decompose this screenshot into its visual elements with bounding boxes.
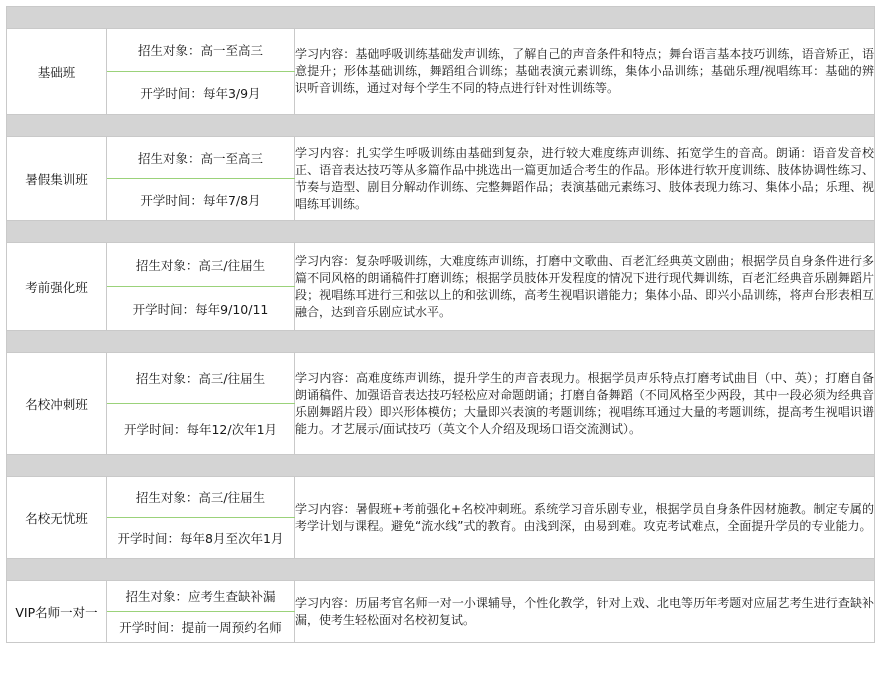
start-label: 开学时间： [117, 531, 181, 546]
start-label: 开学时间： [119, 620, 182, 635]
enroll-label: 招生对象： [137, 43, 201, 58]
course-name: VIP名师一对一 [7, 581, 107, 643]
course-row-enroll [7, 243, 875, 287]
section-separator [7, 115, 875, 137]
start-time [107, 404, 295, 455]
course-row-enroll [7, 581, 875, 612]
enroll-target [107, 29, 295, 72]
enroll-target [107, 581, 295, 612]
enroll-label: 招生对象： [135, 257, 199, 273]
enroll-target [107, 137, 295, 179]
start-value: 每年12/次年1月 [186, 422, 278, 437]
enroll-value: 应考生查缺补漏 [188, 589, 276, 604]
enroll-value: 高三/往届生 [198, 371, 266, 386]
course-table-container [6, 6, 874, 643]
course-content: 学习内容：暑假班+考前强化+名校冲刺班。系统学习音乐剧专业，根据学员自身条件因材施教。制定专属的考学计划与课程。避免“流水线”式的教育。由浅到深，由易到难。攻克考试难点，全面提升学员的专业能力。 [295, 477, 875, 559]
enroll-label: 招生对象： [135, 371, 199, 386]
course-name: 名校冲刺班 [7, 353, 107, 455]
course-row-enroll [7, 29, 875, 72]
enroll-label: 招生对象： [125, 589, 188, 604]
start-value: 每年3/9月 [202, 86, 261, 101]
enroll-value: 高一至高三 [200, 43, 264, 58]
start-label: 开学时间： [123, 422, 187, 437]
enroll-value: 高一至高三 [200, 150, 264, 166]
course-row-enroll [7, 353, 875, 404]
start-time [107, 287, 295, 331]
section-separator [7, 331, 875, 353]
course-table [6, 6, 875, 643]
course-name: 考前强化班 [7, 243, 107, 331]
start-time [107, 179, 295, 221]
section-separator [7, 455, 875, 477]
course-row-enroll [7, 477, 875, 518]
start-label: 开学时间： [140, 86, 203, 101]
enroll-value: 高三/往届生 [198, 490, 266, 505]
section-separator [7, 7, 875, 29]
start-value: 每年8月至次年1月 [180, 531, 284, 546]
start-label: 开学时间： [140, 192, 203, 208]
start-value: 每年7/8月 [202, 192, 261, 208]
section-separator [7, 221, 875, 243]
start-value: 每年9/10/11 [195, 301, 269, 317]
enroll-target [107, 477, 295, 518]
course-content: 学习内容：高难度练声训练，提升学生的声音表现力。根据学员声乐特点打磨考试曲目（中、英）；打磨自备朗诵稿件、加强语音表达技巧轻松应对命题朗诵；打磨自备舞蹈（不同风格至少两段，其中一段必须为经典音乐剧舞蹈片段）即兴形体模仿；大量即兴表演的考题训练；视唱练耳通过大量的考题训练，提高考生视唱识谱能力。才艺展示/面试技巧（英文个人介绍及现场口语交流测试）。 [295, 353, 875, 455]
course-name: 基础班 [7, 29, 107, 115]
enroll-target [107, 353, 295, 404]
enroll-target [107, 243, 295, 287]
course-content: 学习内容：历届考官名师一对一小课辅导，个性化教学，针对上戏、北电等历年考题对应届艺考生进行查缺补漏，使考生轻松面对名校初复试。 [295, 581, 875, 643]
start-time [107, 612, 295, 643]
enroll-label: 招生对象： [135, 490, 199, 505]
start-time [107, 518, 295, 559]
course-content: 学习内容：复杂呼吸训练，大难度练声训练，打磨中文歌曲、百老汇经典英文剧曲；根据学员自身条件进行多篇不同风格的朗诵稿件打磨训练；根据学员肢体开发程度的情况下进行现代舞训练，百老汇经典音乐剧舞蹈片段；视唱练耳进行三和弦以上的和弦训练，高考生视唱识谱能力；集体小品、即兴小品训练，将声台形表相互融合，达到音乐剧应试水平。 [295, 243, 875, 331]
course-content: 学习内容：基础呼吸训练基础发声训练，了解自己的声音条件和特点；舞台语言基本技巧训练，语音矫正，语意提升；形体基础训练，舞蹈组合训练；基础表演元素训练，集体小品训练；基础乐理/视唱练耳：基础的辨识听音训练，通过对每个学生不同的特点进行针对性训练等。 [295, 29, 875, 115]
enroll-value: 高三/往届生 [198, 257, 266, 273]
course-content: 学习内容：扎实学生呼吸训练由基础到复杂，进行较大难度练声训练、拓宽学生的音高。朗诵：语音发音校正、语音表达技巧等从多篇作品中挑选出一篇更加适合考生的作品。形体进行软开度训练、肢体协调性练习、节奏与造型、剧目分解动作训练、完整舞蹈作品；表演基础元素练习、肢体表现力练习、集体小品；乐理、视唱练耳训练。 [295, 137, 875, 221]
section-separator [7, 559, 875, 581]
course-name: 暑假集训班 [7, 137, 107, 221]
start-time [107, 72, 295, 115]
start-value: 提前一周预约名师 [181, 620, 282, 635]
course-row-enroll [7, 137, 875, 179]
start-label: 开学时间： [132, 301, 196, 317]
enroll-label: 招生对象： [137, 150, 201, 166]
course-name: 名校无忧班 [7, 477, 107, 559]
